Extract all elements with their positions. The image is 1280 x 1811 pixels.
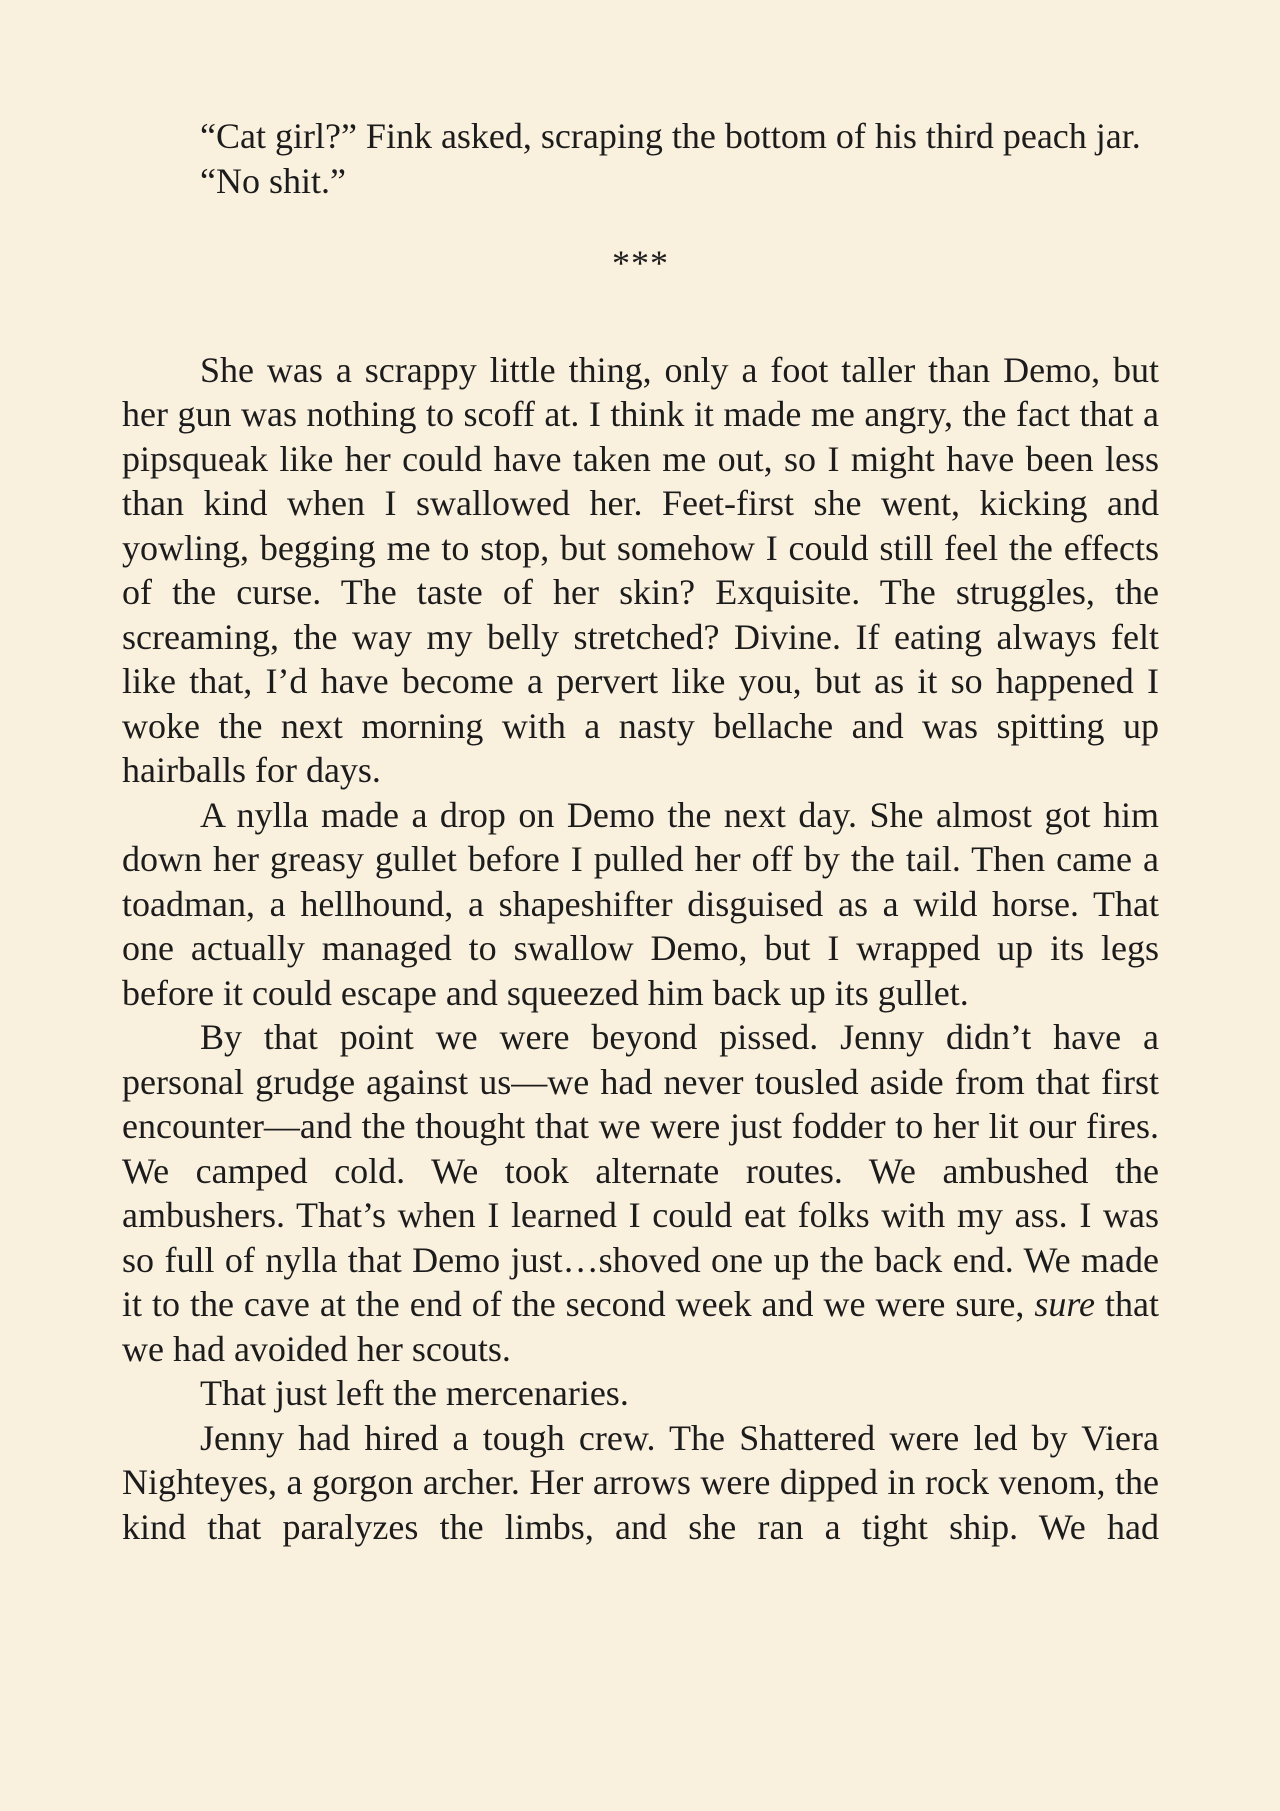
paragraph-3: [122, 1015, 1159, 1371]
paragraph-2: A nylla made a drop on Demo the next day. She almost got him down her greasy gullet before I pulled her off by the tail. Then came a toadman, a hellhound, a shapeshifter disguised as a wild horse. That one actually managed to swallow Demo, but I wrapped up its legs before it could escape and squeezed him back up its gullet.: [122, 794, 1159, 1013]
book-page: [122, 114, 1159, 1549]
opening-line-1: “Cat girl?” Fink asked, scraping the bottom of his third peach jar.: [200, 116, 1141, 156]
paragraph-5: Jenny had hired a tough crew. The Shattered were led by Viera Nighteyes, a gorgon archer. Her arrows were dipped in rock venom, the kind that paralyzes the limbs, and she ran a tight ship. We had: [122, 1417, 1159, 1547]
paragraph-4: That just left the mercenaries.: [200, 1373, 629, 1413]
paragraph-1: She was a scrappy little thing, only a foot taller than Demo, but her gun was nothing to scoff at. I think it made me angry, the fact that a pipsqueak like her could have taken me out, so I might have been less than kind when I swallowed her. Feet-first she went, kicking and yowling, begging me to stop, but somehow I could still feel the effects of the curse. The taste of her skin? Exquisite. The struggles, the screaming, the way my belly stretched? Divine. If eating always felt like that, I’d have become a pervert like you, but as it so happened I woke the next morning with a nasty bellache and was spitting up hairballs for days.: [122, 349, 1159, 790]
opening-line-2: “No shit.”: [200, 160, 346, 201]
paragraph-3-italic: sure: [1034, 1284, 1096, 1324]
scene-break: ***: [612, 243, 669, 283]
paragraph-3-text: By that point we were beyond pissed. Jenny didn’t have a personal grudge against us—we had never tousled aside from that first encounter—and the thought that we were just fodder to her lit our fires. We camped cold. We took alternate routes. We ambushed the ambushers. That’s when I learned I could eat folks with my ass. I was so full of nylla that Demo just…shoved one up the back end. We made it to the cave at the end of the second week and we were sure,: [122, 1017, 1159, 1324]
paragraph-3-tail: that we had avoided her scouts.: [122, 1284, 1159, 1369]
